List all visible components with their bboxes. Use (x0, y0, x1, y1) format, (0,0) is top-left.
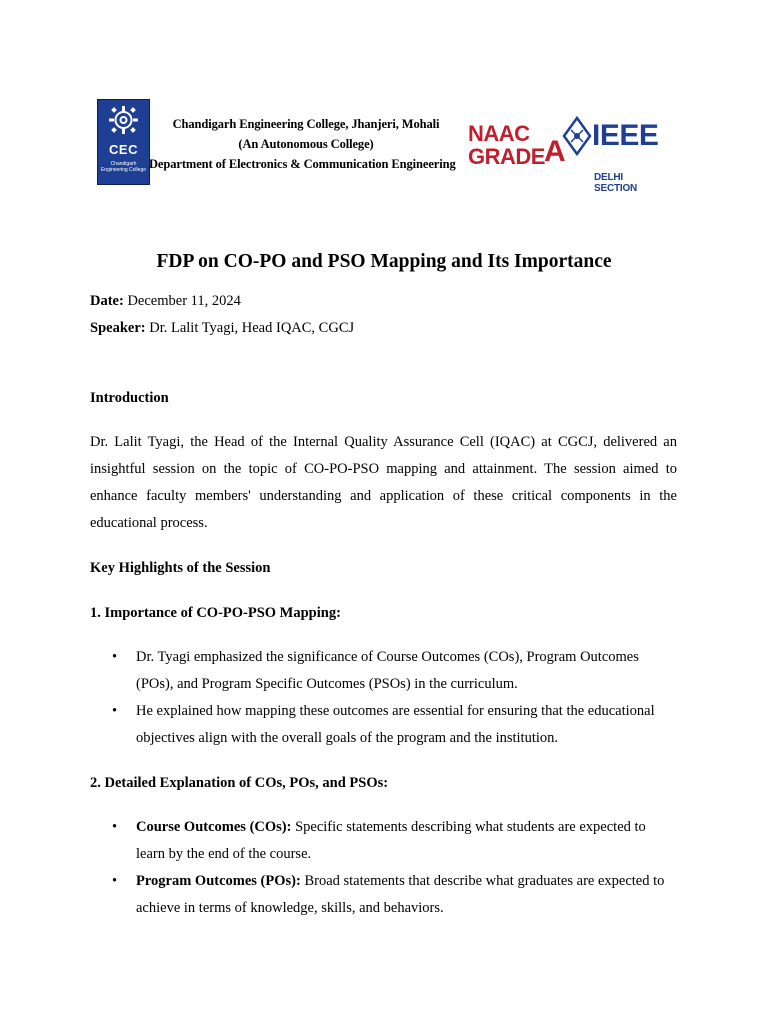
department-name: Department of Electronics & Communication Engineering (149, 157, 456, 171)
speaker-line (90, 318, 354, 338)
date-value: December 11, 2024 (127, 293, 241, 309)
document-title: FDP on CO-PO and PSO Mapping and Its Importance (156, 251, 612, 272)
grade-label: GRADE (468, 144, 545, 169)
bullet-term: Course Outcomes (COs): (136, 819, 292, 835)
header-banner (96, 98, 659, 194)
date-label: Date: (90, 293, 124, 309)
gear-icon (98, 100, 149, 142)
highlights-heading: Key Highlights of the Session (90, 560, 271, 576)
intro-heading: Introduction (90, 390, 169, 406)
cec-logo (97, 99, 150, 185)
naac-grade-logo (468, 121, 566, 169)
list-item (90, 868, 677, 922)
ieee-kite-icon (562, 116, 592, 156)
section-2-heading: 2. Detailed Explanation of COs, POs, and PSOs: (90, 775, 389, 791)
bullet-term: Program Outcomes (POs): (136, 873, 301, 889)
college-name: Chandigarh Engineering College, Jhanjeri, Mohali (172, 117, 440, 131)
list-item: • Dr. Tyagi emphasized the significance of Course Outcomes (COs), Program Outcomes (POs), and Program Specific Outcomes (PSOs) in the curriculum. (90, 644, 677, 698)
college-status: (An Autonomous College) (238, 137, 374, 151)
intro-paragraph: Dr. Lalit Tyagi, the Head of the Internal Quality Assurance Cell (IQAC) at CGCJ, delivered an insightful session on the topic of CO-PO-PSO mapping and attainment. The session aimed to enhance faculty members' understanding and application of these critical components in the educational process. (90, 434, 677, 531)
bullet-text: Broad statements that describe what graduates are expected to achieve in terms of knowledge, skills, and behaviors. (136, 873, 665, 916)
cec-logo-subtitle: Chandigarh Engineering College (100, 161, 147, 173)
naac-label: NAAC (468, 121, 530, 146)
ieee-section-label: DELHI SECTION (594, 172, 638, 194)
list-item (90, 814, 677, 868)
speaker-label: Speaker: (90, 320, 146, 336)
section-1-heading: 1. Importance of CO-PO-PSO Mapping: (90, 605, 341, 621)
section-2-list (90, 814, 677, 922)
date-line (90, 291, 241, 311)
naac-grade-letter: A (544, 135, 566, 168)
cec-logo-abbr: CEC (109, 142, 138, 157)
college-header-text (151, 114, 461, 174)
list-item: • He explained how mapping these outcomes are essential for ensuring that the educational objectives align with the overall goals of the program and the institution. (90, 698, 677, 752)
ieee-label: IEEE (592, 119, 659, 152)
bullet-text: Specific statements describing what students are expected to learn by the end of the course. (136, 819, 646, 862)
section-1-list (90, 644, 677, 752)
speaker-value: Dr. Lalit Tyagi, Head IQAC, CGCJ (149, 320, 355, 336)
